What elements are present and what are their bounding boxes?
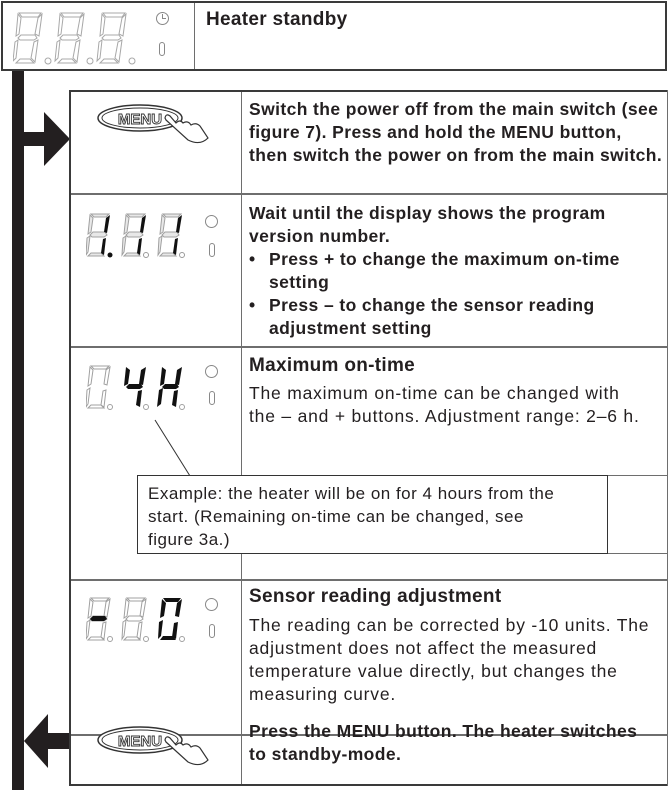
step-power-on-text: Switch the power off from the main switch (see figure 7). Press and hold the MENU button, then switch the power on from the main switch. bbox=[249, 99, 663, 165]
step-version-text: Wait until the display shows the program version number. • Press + to change the maximum on-time setting • Press – to change the sensor reading adjustment setting bbox=[249, 202, 664, 340]
flow-line bbox=[12, 70, 24, 790]
clock-icon bbox=[205, 215, 218, 228]
thermometer-icon bbox=[159, 42, 165, 56]
display-sensor-adjust bbox=[86, 596, 216, 644]
thermometer-icon bbox=[209, 624, 215, 638]
header-title: Heater standby bbox=[206, 9, 348, 30]
max-on-time-text: The maximum on-time can be changed with the – and + buttons. Adjustment range: 2–6 h. bbox=[249, 383, 640, 426]
display-version bbox=[86, 212, 216, 260]
bullet-minus: • Press – to change the sensor reading adjustment setting bbox=[269, 294, 664, 340]
clock-icon bbox=[205, 598, 218, 611]
arrow-right-head bbox=[44, 112, 70, 166]
header-box bbox=[1, 1, 667, 71]
menu-button-press-icon bbox=[96, 724, 216, 789]
clock-icon bbox=[205, 365, 218, 378]
display-max-on-time bbox=[86, 364, 216, 412]
step-standby-text: Press the MENU button. The heater switches to standby-mode. bbox=[249, 721, 638, 764]
thermometer-icon bbox=[209, 243, 215, 257]
max-on-time-title: Maximum on-time bbox=[249, 355, 416, 376]
sensor-adjust-title: Sensor reading adjustment bbox=[249, 586, 502, 607]
bullet-plus: • Press + to change the maximum on-time setting bbox=[269, 248, 664, 294]
example-callout: Example: the heater will be on for 4 hours from the start. (Remaining on-time can be changed, see figure 3a.) bbox=[137, 475, 608, 554]
thermometer-icon bbox=[209, 391, 215, 405]
arrow-left-icon bbox=[46, 733, 70, 749]
menu-button-press-icon bbox=[96, 102, 216, 167]
clock-icon bbox=[156, 12, 169, 25]
arrow-right-icon bbox=[24, 132, 46, 146]
sensor-adjust-text: The reading can be corrected by -10 units. The adjustment does not affect the measured temperature value directly, but changes the measuring curve. bbox=[249, 615, 650, 704]
callout-leader-line bbox=[150, 418, 210, 480]
arrow-left-head bbox=[24, 714, 48, 768]
svg-text:MENU: MENU bbox=[117, 733, 163, 750]
svg-text:MENU: MENU bbox=[117, 111, 163, 128]
